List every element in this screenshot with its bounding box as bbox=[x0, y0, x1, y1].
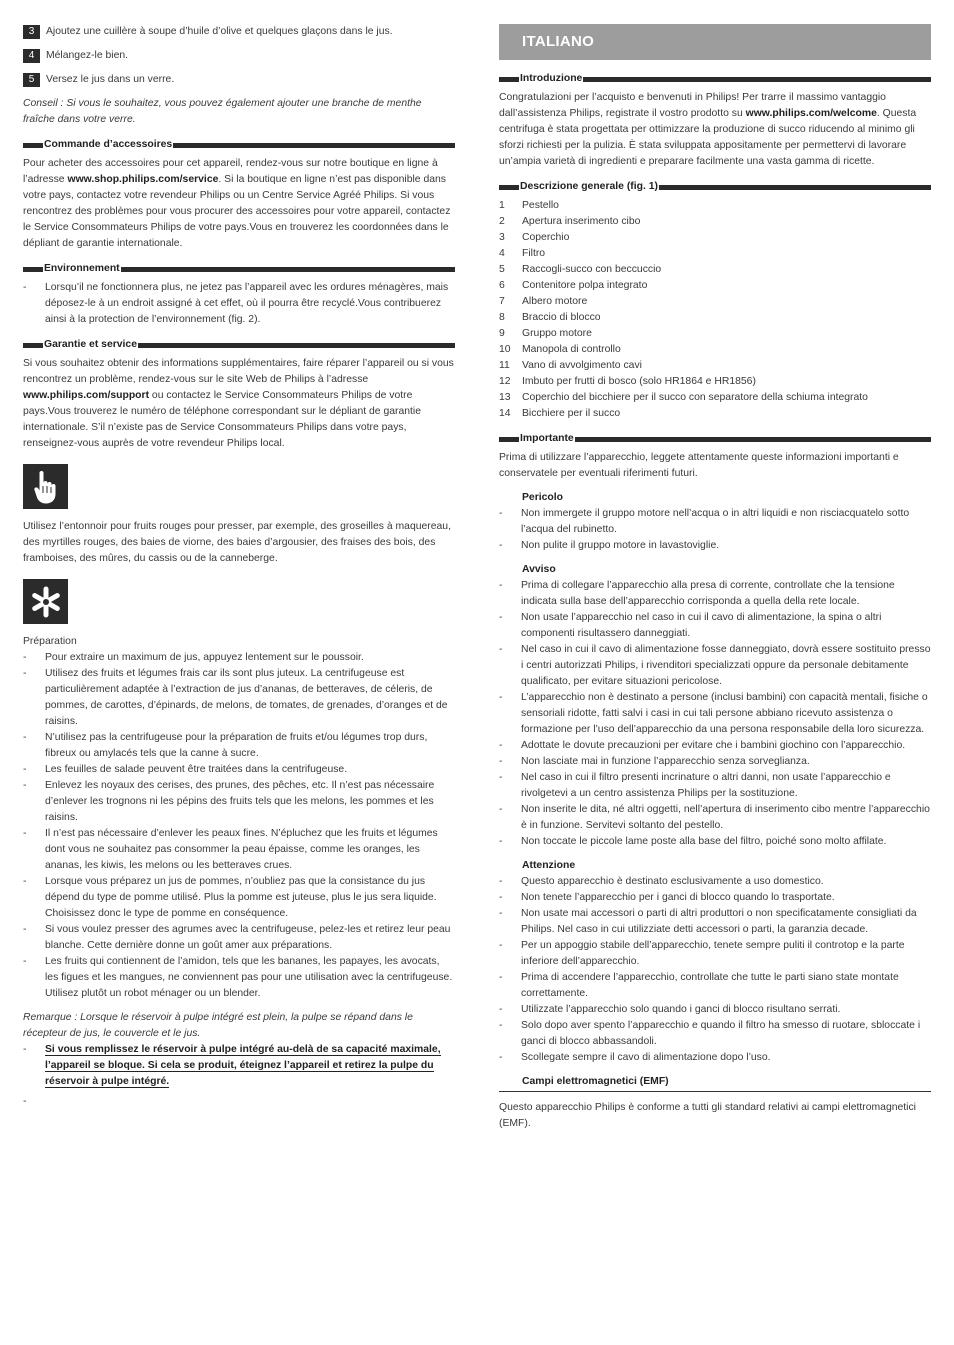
list-item: - Scollegate sempre il cavo di alimentazione dopo l’uso. bbox=[499, 1050, 931, 1066]
list-item: - Adottate le dovute precauzioni per evitare che i bambini giochino con l’apparecchio. bbox=[499, 738, 931, 754]
list-item: - Solo dopo aver spento l’apparecchio e quando il filtro ha smesso di ruotare, sbloccate i ganci di blocco abbassandoli. bbox=[499, 1018, 931, 1050]
list-item: - Prima di accendere l’apparecchio, controllate che tutte le parti siano state montate correttamente. bbox=[499, 970, 931, 1002]
section-title: Environnement bbox=[44, 263, 120, 274]
emf-title: Campi elettromagnetici (EMF) bbox=[499, 1074, 931, 1092]
parts-list bbox=[499, 198, 931, 422]
danger-title: Pericolo bbox=[522, 492, 563, 503]
list-item: - Non pulite il gruppo motore in lavastoviglie. bbox=[499, 538, 931, 554]
list-item: 7 Albero motore bbox=[499, 296, 588, 307]
list-item: - Non tenete l’apparecchio per i ganci di blocco quando lo trasportate. bbox=[499, 890, 931, 906]
list-item: 12 Imbuto per frutti di bosco (solo HR1864 e HR1856) bbox=[499, 376, 756, 387]
list-item: 8 Braccio di blocco bbox=[499, 312, 601, 323]
berries-text: Utilisez l’entonnoir pour fruits rouges pour presser, par exemple, des groseilles à maquereau, des myrtilles rouges, des baies de viorne, des baies d’argousier, des fraises des bois, des framboises, des mûres, du cassis ou de la canneberge. bbox=[23, 521, 451, 564]
list-item: 11 Vano di avvolgimento cavi bbox=[499, 360, 642, 371]
section-heading-warranty bbox=[23, 338, 455, 352]
list-item: - Les feuilles de salade peuvent être traitées dans la centrifugeuse. bbox=[23, 762, 455, 778]
welcome-link[interactable]: www.philips.com/welcome bbox=[745, 108, 877, 119]
section-title: Introduzione bbox=[520, 73, 583, 84]
environment-list bbox=[23, 280, 455, 328]
list-item: - Non immergete il gruppo motore nell’acqua o in altri liquidi e non risciacquatelo sotto l’acqua del rubinetto. bbox=[499, 506, 931, 538]
caution-list bbox=[499, 874, 931, 1066]
list-item: 14 Bicchiere per il succo bbox=[499, 408, 621, 419]
language-header: ITALIANO bbox=[499, 24, 931, 60]
list-item: - Lorsque vous préparez un jus de pommes, n’oubliez pas que la consistance du jus dépend du type de pomme utilisé. Plus la pomme est juteuse, plus le jus sera liquide. Choisissez donc le type de pomme en conséquence. bbox=[23, 874, 455, 922]
italian-column bbox=[499, 24, 931, 1132]
step-5 bbox=[23, 72, 455, 88]
list-item: - Questo apparecchio è destinato esclusivamente a uso domestico. bbox=[499, 874, 931, 890]
list-item: - Non usate mai accessori o parti di altri produttori o non specificatamente consigliati da Philips. Nel caso in cui utilizziate detti accessori o parti, la garanzia decade. bbox=[499, 906, 931, 938]
shop-link[interactable]: www.shop.philips.com/service bbox=[67, 174, 219, 185]
step-number: 4 bbox=[23, 49, 40, 63]
asterisk-tip-icon bbox=[23, 579, 68, 624]
danger-list bbox=[499, 506, 931, 554]
list-item: - Non inserite le dita, né altri oggetti, nell’apertura di inserimento cibo mentre l’apparecchio è in funzione. Servitevi soltanto del pestello. bbox=[499, 802, 931, 834]
section-heading-important bbox=[499, 432, 931, 446]
accessories-text: Pour acheter des accessoires pour cet appareil, rendez-vous sur notre boutique en ligne à l’adresse www.shop.philips.com/service. Si la boutique en ligne n’est pas disponible dans votre pays, contactez votre revendeur Philips ou un Centre Service Agréé Philips. Si vous rencontrez des problèmes pour vous procurer des accessoires pour votre appareil, contactez le Service Consommateurs Philips de votre pays.Vous en trouverez les coordonnées dans le dépliant de garantie internationale. bbox=[23, 158, 451, 249]
list-item: - Nel caso in cui il cavo di alimentazione fosse danneggiato, dovrà essere sostituito presso i centri autorizzati Philips, i rivenditori specializzati oppure da personale debitamente qualificato, per evitare situazioni pericolose. bbox=[499, 642, 931, 690]
list-item: 9 Gruppo motore bbox=[499, 328, 592, 339]
step-text: Mélangez-le bien. bbox=[46, 50, 129, 61]
list-item: - Non toccate le piccole lame poste alla base del filtro, poiché sono molto affilate. bbox=[499, 834, 931, 850]
preparation-list bbox=[23, 650, 455, 1002]
preparation-title: Préparation bbox=[23, 636, 77, 647]
warranty-text: Si vous souhaitez obtenir des informations supplémentaires, faire réparer l’appareil ou si vous rencontrez un problème, rendez-vous sur le site Web de Philips à l’adresse www.philips.com/support ou contactez le Service Consommateurs Philips de votre pays.Vous trouverez le numéro de téléphone correspondant sur le dépliant de garantie internationale. S’il n’existe pas de Service Consommateurs Philips dans votre pays, renseignez-vous auprès de votre revendeur Philips local. bbox=[23, 358, 454, 449]
list-item: - Utilizzate l’apparecchio solo quando i ganci di blocco risultano serrati. bbox=[499, 1002, 931, 1018]
list-item: 10 Manopola di controllo bbox=[499, 344, 621, 355]
list-item: - Per un appoggio stabile dell’apparecchio, tenete sempre puliti il controtop e la parte inferiore dell’apparecchio. bbox=[499, 938, 931, 970]
step-number: 5 bbox=[23, 73, 40, 87]
section-heading-intro bbox=[499, 72, 931, 86]
intro-text: Congratulazioni per l’acquisto e benvenuti in Philips! Per trarre il massimo vantaggio dall’assistenza Philips, registrate il vostro prodotto su www.philips.com/welcome. Questa centrifuga è stata progettata per ottimizzare la produzione di succo riducendo al minimo gli sforzi richiesti per la pulizia. È stata sviluppata appositamente per permettervi di lavorare un’ampia varietà di ingredienti e preparare facilmente una vasta gamma di ricette. bbox=[499, 92, 917, 167]
list-item: - Nel caso in cui il filtro presenti incrinature o altri danni, non usate l’apparecchio e rivolgetevi a un centro assistenza Philips per la sostituzione. bbox=[499, 770, 931, 802]
tip-text: Conseil : Si vous le souhaitez, vous pouvez également ajouter une branche de menthe fraîche dans votre verre. bbox=[23, 98, 422, 125]
warning-title: Avviso bbox=[522, 564, 556, 575]
list-item: 13 Coperchio del bicchiere per il succo con separatore della schiuma integrato bbox=[499, 392, 868, 403]
step-number: 3 bbox=[23, 25, 40, 39]
list-item: 3 Coperchio bbox=[499, 232, 570, 243]
list-item: 1 Pestello bbox=[499, 200, 559, 211]
section-title: Commande d’accessoires bbox=[44, 139, 173, 150]
step-text: Ajoutez une cuillère à soupe d’huile d’olive et quelques glaçons dans le jus. bbox=[46, 26, 393, 37]
section-title: Garantie et service bbox=[44, 339, 137, 350]
caution-title: Attenzione bbox=[522, 860, 576, 871]
support-link[interactable]: www.philips.com/support bbox=[23, 390, 150, 401]
list-item: 5 Raccogli-succo con beccuccio bbox=[499, 264, 662, 275]
warning-list bbox=[499, 578, 931, 850]
list-item: - Lorsqu’il ne fonctionnera plus, ne jetez pas l’appareil avec les ordures ménagères, mais déposez-le à un endroit assigné à cet effet, où il pourra être recyclé.Vous contribuerez ainsi à la protection de l’environnement (fig. 2). bbox=[23, 280, 455, 328]
list-item: - Prima di collegare l’apparecchio alla presa di corrente, controllate che la tensione indicata sulla base dell’apparecchio corrisponda a quella della rete locale. bbox=[499, 578, 931, 610]
list-item: - Pour extraire un maximum de jus, appuyez lentement sur le poussoir. bbox=[23, 650, 455, 666]
french-column bbox=[23, 24, 455, 1094]
section-heading-accessories bbox=[23, 138, 455, 152]
list-item: 6 Contenitore polpa integrato bbox=[499, 280, 648, 291]
remark-text: Remarque : Lorsque le réservoir à pulpe intégré est plein, la pulpe se répand dans le récepteur de jus, le couvercle et le jus. bbox=[23, 1012, 413, 1039]
list-item: - Non usate l’apparecchio nel caso in cui il cavo di alimentazione, la spina o altri componenti risultassero danneggiati. bbox=[499, 610, 931, 642]
section-title: Importante bbox=[520, 433, 574, 444]
list-item: - Utilisez des fruits et légumes frais car ils sont plus juteux. La centrifugeuse est particulièrement adaptée à l’extraction de jus d’ananas, de betteraves, de céleris, de pommes, de carottes, d’épinards, de melons, de tomates, de grenades, d’oranges et de raisins. bbox=[23, 666, 455, 730]
section-heading-environment bbox=[23, 262, 455, 276]
emf-text: Questo apparecchio Philips è conforme a tutti gli standard relativi ai campi elettromagnetici (EMF). bbox=[499, 1102, 916, 1129]
list-item: - N’utilisez pas la centrifugeuse pour la préparation de fruits et/ou légumes trop durs, fibreux ou amylacés tels que la canne à sucre. bbox=[23, 730, 455, 762]
list-item: - L’apparecchio non è destinato a persone (inclusi bambini) con capacità mentali, fisiche o sensoriali ridotte, fatti salvi i casi in cui tali persone abbiano ricevuto assistenza o formazione per l’uso dell’apparecchio da una persona responsabile della loro sicurezza. bbox=[499, 690, 931, 738]
list-item: - Il n’est pas nécessaire d’enlever les peaux fines. N’épluchez que les fruits et légumes dont vous ne souhaitez pas consommer la peau épaisse, comme les oranges, les ananas, les kiwis, les melons ou les betteraves crues. bbox=[23, 826, 455, 874]
list-item: - Si vous voulez presser des agrumes avec la centrifugeuse, pelez-les et retirez leur peau blanche. Cette dernière donne un goût amer aux préparations. bbox=[23, 922, 455, 954]
list-item: - Enlevez les noyaux des cerises, des prunes, des pêches, etc. Il n’est pas nécessaire d’enlever les trognons ni les pépins des fruits tels que les melons, les pommes et les raisins. bbox=[23, 778, 455, 826]
list-item: 4 Filtro bbox=[499, 248, 546, 259]
list-item: - Si vous remplissez le réservoir à pulpe intégré au-delà de sa capacité maximale, l’appareil se bloque. Si cela se produit, éteignez l’appareil et retirez la pulpe du réservoir à pulpe intégré. bbox=[23, 1042, 455, 1090]
step-4 bbox=[23, 48, 455, 64]
list-item: 2 Apertura inserimento cibo bbox=[499, 216, 641, 227]
section-title: Descrizione generale (fig. 1) bbox=[520, 181, 659, 192]
list-item: - Les fruits qui contiennent de l’amidon, tels que les bananes, les papayes, les avocats, les figues et les mangues, ne conviennent pas pour une utilisation avec la centrifugeuse. Utilisez plutôt un robot ménager ou un blender. bbox=[23, 954, 455, 1002]
remark-list bbox=[23, 1042, 455, 1090]
section-heading-general bbox=[499, 180, 931, 194]
list-item: - Non lasciate mai in funzione l’apparecchio senza sorveglianza. bbox=[499, 754, 931, 770]
pointing-hand-icon bbox=[23, 464, 68, 509]
important-text: Prima di utilizzare l’apparecchio, leggete attentamente queste informazioni importanti e conservatele per eventuali riferimenti futuri. bbox=[499, 452, 899, 479]
step-3 bbox=[23, 24, 455, 40]
step-text: Versez le jus dans un verre. bbox=[46, 74, 175, 85]
